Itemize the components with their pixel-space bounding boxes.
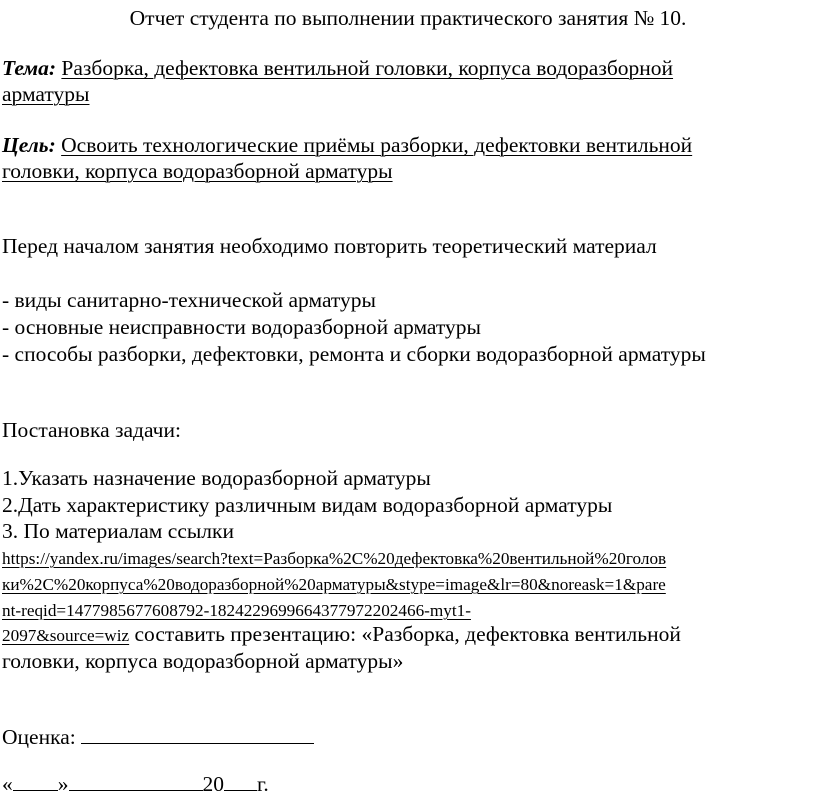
goal-text: Освоить технологические приёмы разборки, дефектовки вентильной bbox=[61, 133, 693, 157]
goal-text-continued: головки, корпуса водоразборной арматуры bbox=[2, 159, 393, 183]
topic-text-continued: арматуры bbox=[2, 82, 90, 106]
grade-blank[interactable] bbox=[81, 723, 314, 744]
yandex-link[interactable]: https://yandex.ru/images/search?text=Разборка%2C%20дефектовка%20вентильной%20голов bbox=[2, 549, 667, 568]
link-line-4 bbox=[2, 620, 681, 650]
task-item: 2.Дать характеристику различным видам водоразборной арматуры bbox=[2, 493, 613, 517]
year-blank[interactable] bbox=[224, 770, 257, 791]
year-prefix: 20 bbox=[202, 772, 224, 796]
goal-label: Цель: bbox=[2, 133, 56, 157]
task3-line-end: головки, корпуса водоразборной арматуры» bbox=[2, 649, 404, 673]
day-blank[interactable] bbox=[13, 770, 58, 791]
grade-line bbox=[2, 723, 314, 751]
date-line bbox=[2, 770, 269, 798]
topic-text: Разборка, дефектовка вентильной головки, корпуса водоразборной bbox=[61, 56, 674, 80]
review-item: - виды санитарно-технической арматуры bbox=[2, 288, 376, 312]
intro-text: Перед началом занятия необходимо повторить теоретический материал bbox=[2, 234, 657, 258]
month-blank[interactable] bbox=[69, 770, 203, 791]
document-title: Отчет студента по выполнении практического занятия № 10. bbox=[129, 6, 687, 30]
date-open-quote: « bbox=[2, 772, 13, 796]
task-item: 3. По материалам ссылки bbox=[2, 519, 234, 543]
year-suffix: г. bbox=[257, 772, 269, 796]
topic-label: Тема: bbox=[2, 56, 57, 80]
review-item: - основные неисправности водоразборной арматуры bbox=[2, 315, 481, 339]
task-heading: Постановка задачи: bbox=[2, 418, 181, 442]
yandex-link[interactable]: ки%2C%20корпуса%20водоразборной%20арматуры&stype=image&lr=80&noreask=1&pare bbox=[2, 575, 666, 594]
review-item: - способы разборки, дефектовки, ремонта и сборки водоразборной арматуры bbox=[2, 342, 706, 366]
yandex-link[interactable]: nt-reqid=1477985677608792-1824229699664377972202466-myt1- bbox=[2, 601, 471, 620]
task3-continuation: составить презентацию: «Разборка, дефектовка вентильной bbox=[129, 622, 681, 646]
goal-line-1 bbox=[2, 131, 692, 159]
yandex-link[interactable]: 2097&source=wiz bbox=[2, 626, 130, 645]
grade-label: Оценка: bbox=[2, 725, 82, 749]
topic-line-1 bbox=[2, 54, 673, 82]
goal-line-2 bbox=[2, 157, 393, 185]
task-item: 1.Указать назначение водоразборной арматуры bbox=[2, 466, 431, 490]
date-close-quote: » bbox=[57, 772, 69, 796]
topic-line-2 bbox=[2, 80, 89, 108]
